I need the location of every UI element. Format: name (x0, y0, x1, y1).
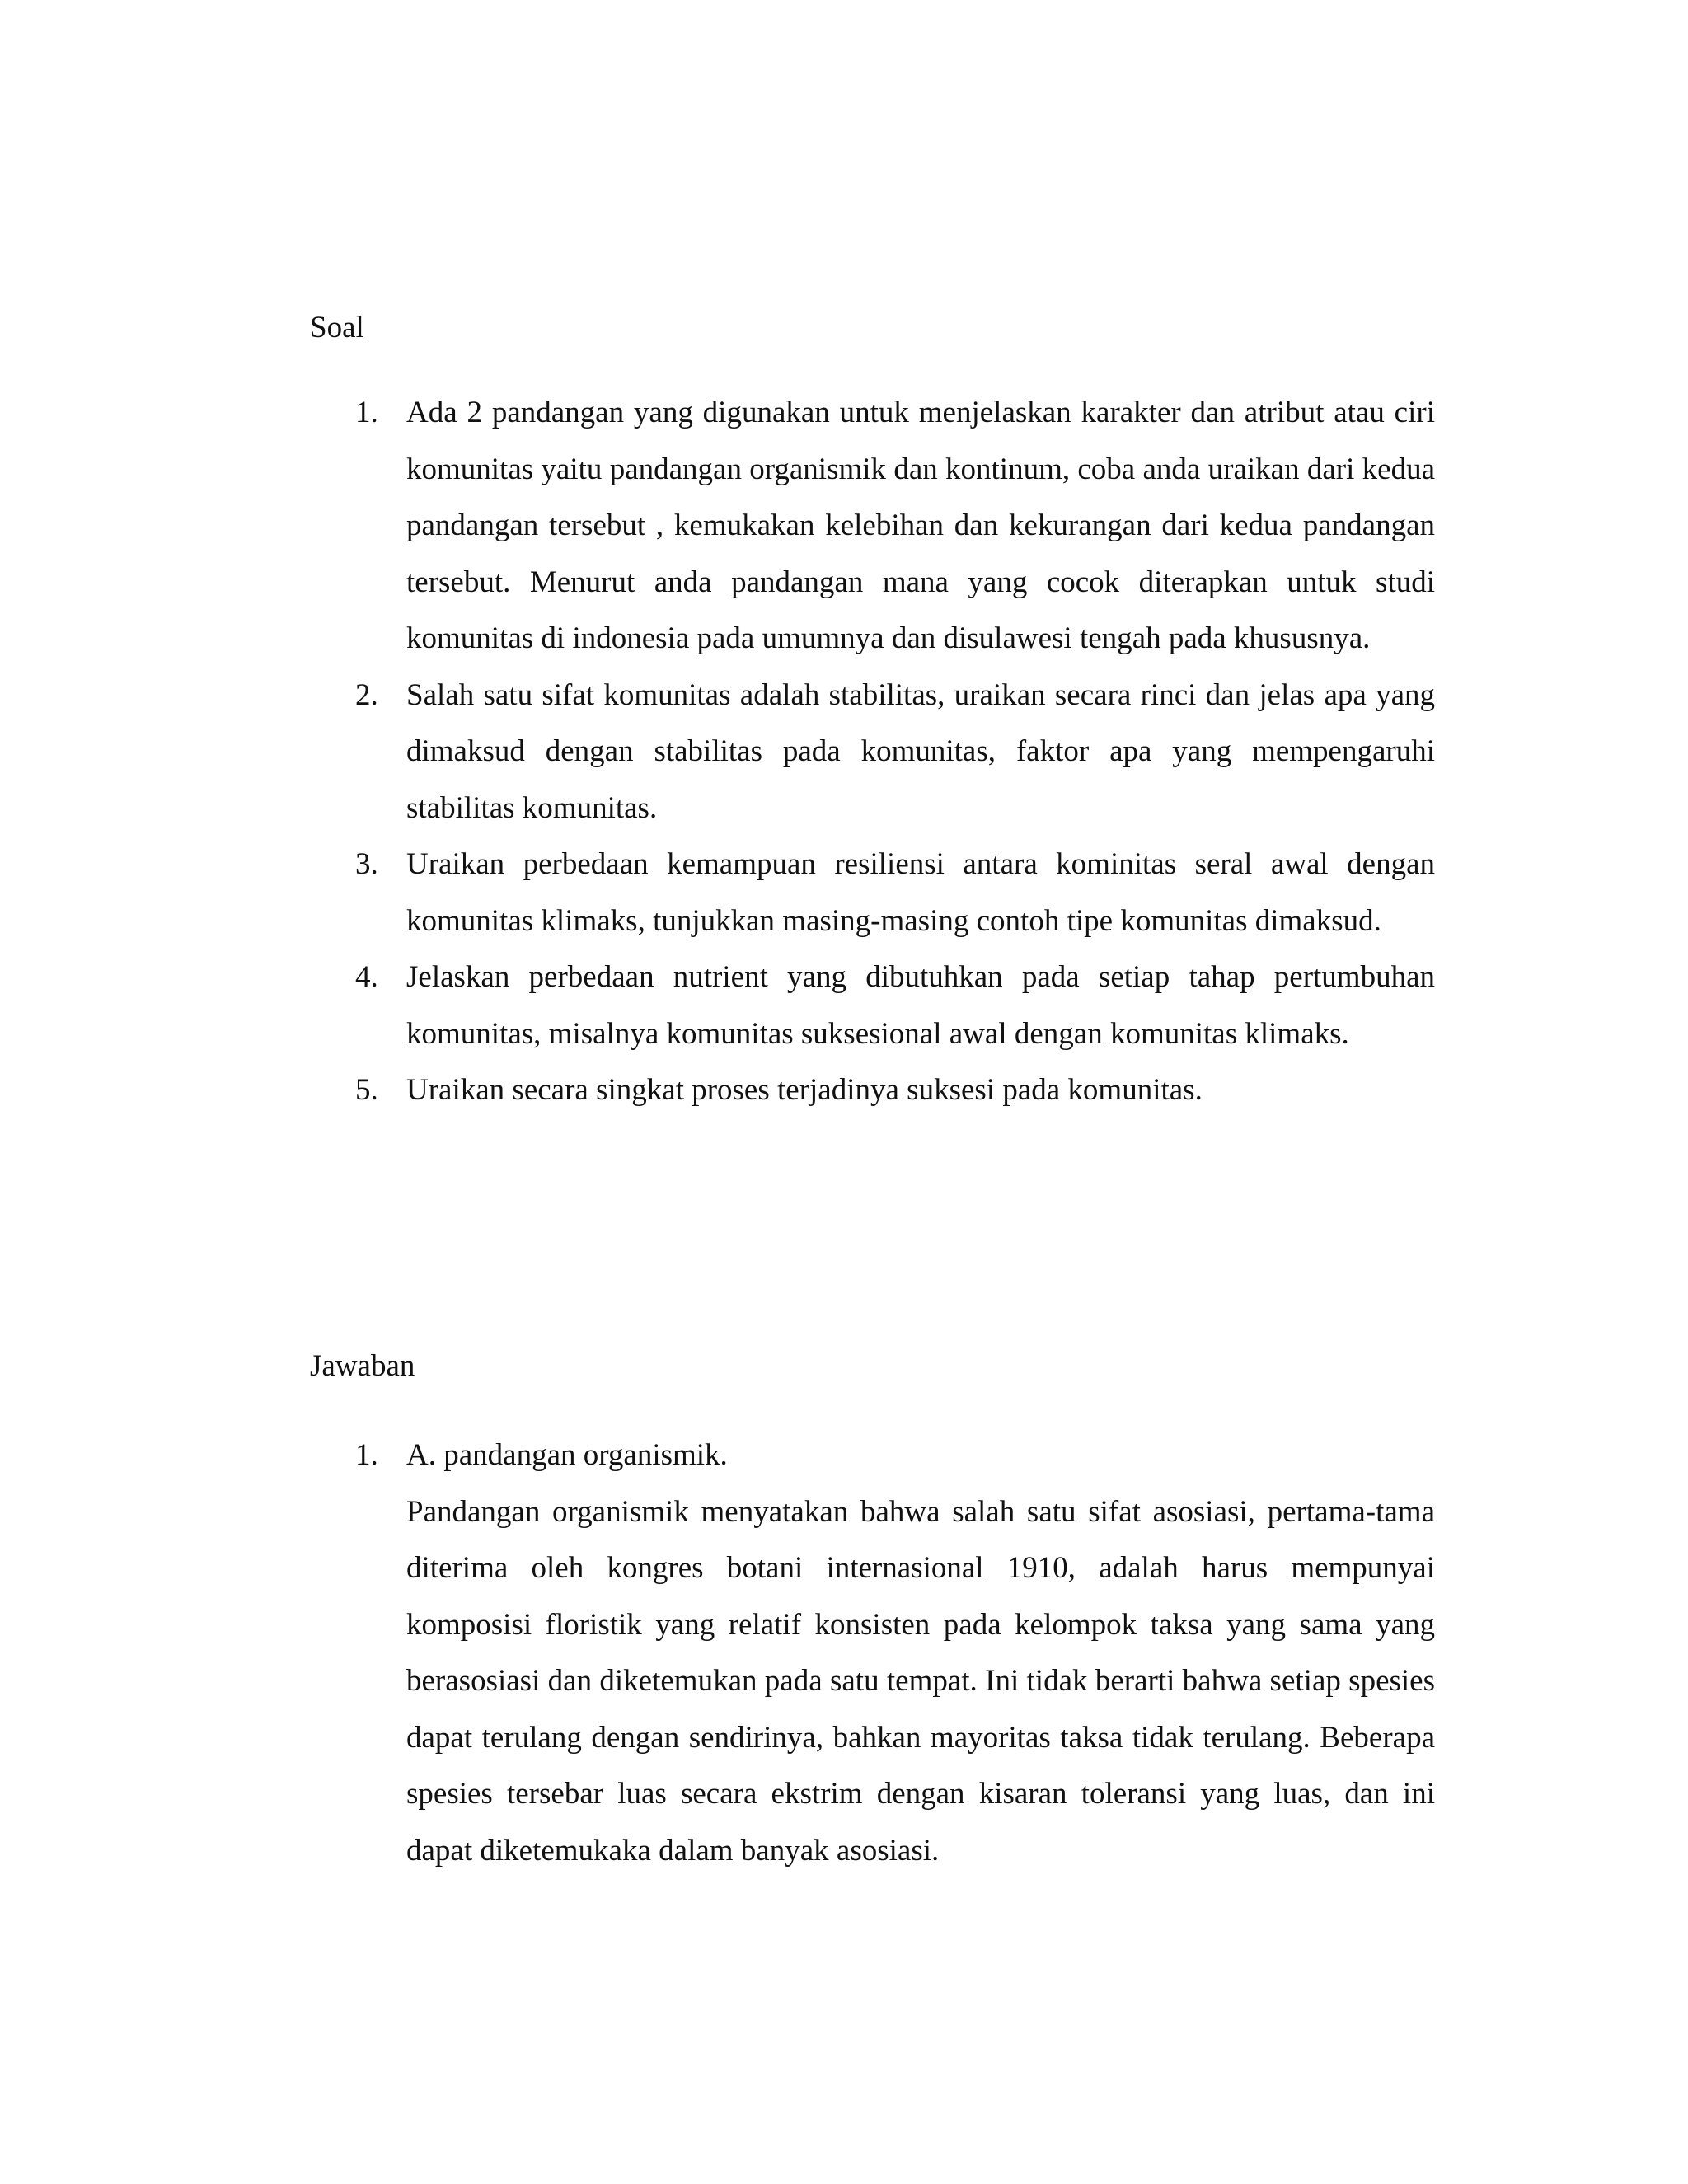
answer-subheading: A. pandangan organismik. (406, 1438, 728, 1472)
question-number: 1. (355, 396, 378, 429)
answer-number: 1. (355, 1438, 378, 1472)
soal-question-item (310, 668, 1435, 837)
jawaban-answer-list (310, 1427, 1435, 1879)
answer-text: Pandangan organismik menyatakan bahwa salah satu sifat asosiasi, pertama-tama diterima oleh kongres botani internasional 1910, adalah harus mempunyai komposisi floristik yang relatif konsisten pada kelompok taksa yang sama yang berasosiasi dan diketemukan pada satu tempat. Ini tidak berarti bahwa setiap spesies dapat terulang dengan sendirinya, bahkan mayoritas taksa tidak terulang. Beberapa spesies tersebar luas secara ekstrim dengan kisaran toleransi yang luas, dan ini dapat diketemukaka dalam banyak asosiasi. (406, 1494, 1435, 1868)
question-number: 5. (355, 1073, 378, 1107)
question-text: Salah satu sifat komunitas adalah stabilitas, uraikan secara rinci dan jelas apa yang dimaksud dengan stabilitas pada komunitas, faktor apa yang mempengaruhi stabilitas komunitas. (406, 677, 1435, 825)
question-number: 3. (355, 847, 378, 881)
question-text: Uraikan perbedaan kemampuan resiliensi antara kominitas seral awal dengan komunitas klimaks, tunjukkan masing-masing contoh tipe komunitas dimaksud. (406, 847, 1435, 938)
question-number: 2. (355, 677, 378, 712)
soal-question-list (310, 385, 1435, 1119)
soal-question-item (310, 837, 1435, 949)
question-text: Jelaskan perbedaan nutrient yang dibutuhkan pada setiap tahap pertumbuhan komunitas, misalnya komunitas suksesional awal dengan komunitas klimaks. (406, 960, 1435, 1051)
question-number: 4. (355, 960, 378, 994)
soal-question-item (310, 1062, 1435, 1119)
question-text: Ada 2 pandangan yang digunakan untuk menjelaskan karakter dan atribut atau ciri komunitas yaitu pandangan organismik dan kontinum, coba anda uraikan dari kedua pandangan tersebut , kemukakan kelebihan dan kekurangan dari kedua pandangan tersebut. Menurut anda pandangan mana yang cocok diterapkan untuk studi komunitas di indonesia pada umumnya dan disulawesi tengah pada khususnya. (406, 396, 1435, 655)
soal-question-item (310, 385, 1435, 668)
jawaban-heading: Jawaban (310, 1349, 415, 1383)
question-text: Uraikan secara singkat proses terjadinya suksesi pada komunitas. (406, 1073, 1203, 1107)
soal-heading: Soal (310, 311, 364, 344)
jawaban-answer-item (310, 1427, 1435, 1879)
soal-question-item (310, 949, 1435, 1062)
